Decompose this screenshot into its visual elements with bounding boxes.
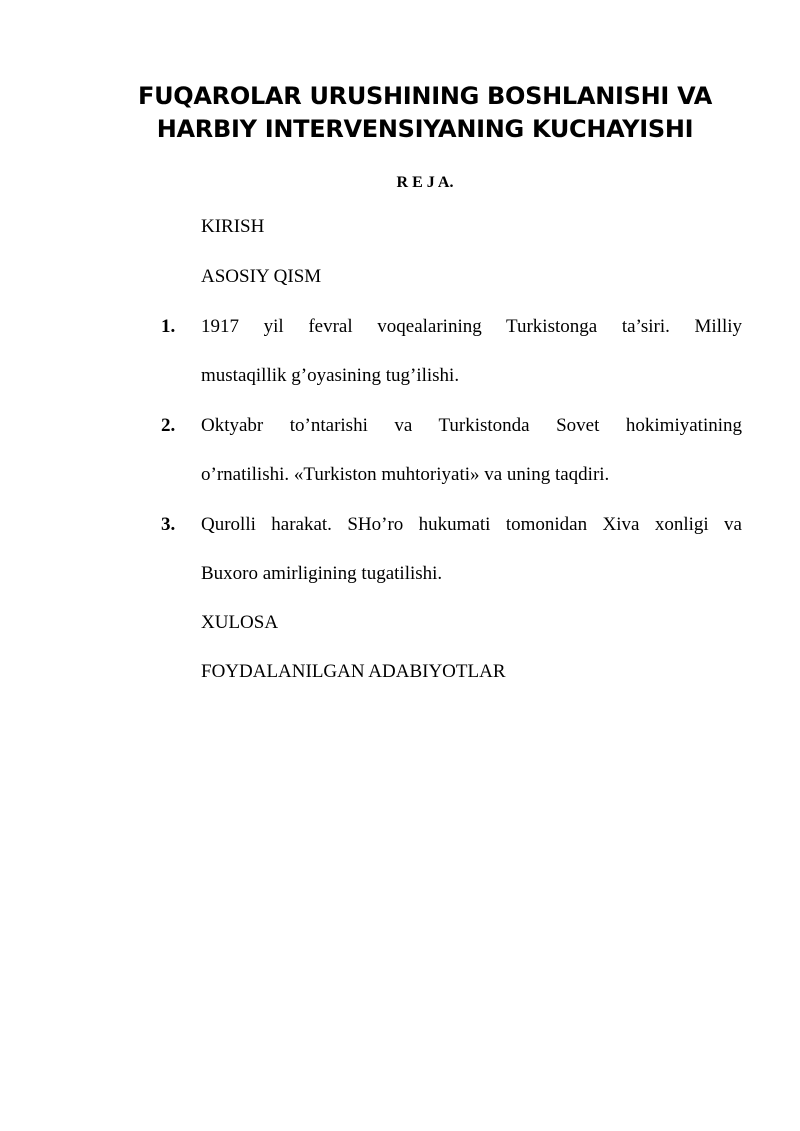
references-label: FOYDALANILGAN ADABIYOTLAR	[201, 661, 506, 682]
plan-heading: R E J A.	[396, 174, 454, 191]
title-line-2: HARBIY INTERVENSIYANING KUCHAYISHI	[156, 115, 694, 143]
title-line-1: FUQAROLAR URUSHINING BOSHLANISHI VA	[138, 82, 712, 110]
intro-label: KIRISH	[201, 216, 265, 237]
item-2-number: 2.	[161, 415, 176, 436]
item-1-line-1: 1917 yil fevral voqealarining Turkistonga ta’siri. Milliy	[201, 316, 742, 337]
item-3-line-1: Qurolli harakat. SHo’ro hukumati tomonidan Xiva xonligi va	[201, 514, 742, 535]
item-3-number: 3.	[161, 514, 176, 535]
main-part-label: ASOSIY QISM	[201, 266, 322, 287]
item-1-line-2: mustaqillik g’oyasining tug’ilishi.	[201, 365, 460, 386]
item-1-number: 1.	[161, 316, 176, 337]
item-2-line-1: Oktyabr to’ntarishi va Turkistonda Sovet hokimiyatining	[201, 415, 742, 436]
item-3-line-2: Buxoro amirligining tugatilishi.	[201, 563, 443, 584]
document-title	[110, 80, 740, 146]
conclusion-label: XULOSA	[201, 612, 279, 633]
item-2-line-2: o’rnatilishi. «Turkiston muhtoriyati» va uning taqdiri.	[201, 464, 610, 485]
